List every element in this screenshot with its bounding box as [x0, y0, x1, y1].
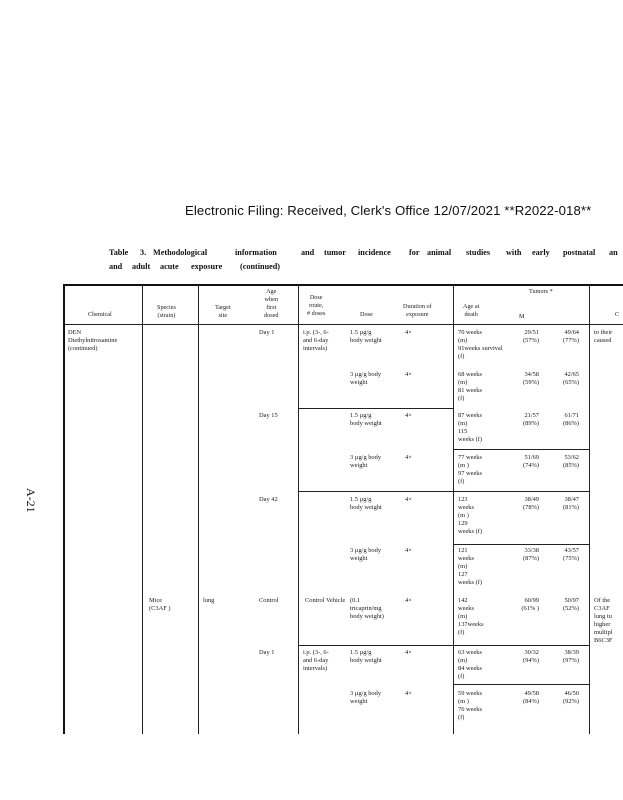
header-chemical: Chemical	[88, 311, 112, 318]
caption-word: Table	[109, 248, 129, 257]
cell-dose: 3 µg/g body weight	[350, 454, 382, 469]
caption-word: information	[235, 248, 277, 257]
cell-dose: 1.5 µg/g body weight	[350, 496, 382, 511]
header-target-site: Target site	[215, 304, 231, 319]
cell-dose: 1.5 µg/g body weight	[350, 649, 382, 664]
cell-age-dosed: Day 42	[259, 496, 278, 503]
header-tumors-m: M	[519, 313, 525, 320]
cell-tumors-f: 42/65 (65%)	[563, 371, 579, 386]
caption-word: incidence	[358, 248, 391, 257]
cell-duration: 4×	[405, 597, 412, 604]
caption-word: adult	[132, 262, 151, 271]
cell-tumors-f: 46/50 (92%)	[563, 690, 579, 705]
cell-age-death: 70 weeks (m) 91weeks survival (f)	[458, 329, 503, 360]
cell-tumors-m: 38/49 (78%)	[523, 496, 539, 511]
header-age-at-death: Age at death	[463, 303, 480, 318]
cell-duration: 4×	[405, 329, 412, 336]
cell-route: Control Vehicle	[305, 597, 346, 604]
cell-duration: 4×	[405, 649, 412, 656]
cell-tumors-m: 33/38 (87%)	[523, 547, 539, 562]
caption-word: and	[109, 262, 123, 271]
cell-comment: Of the C3AF lung tu higher multipl B6C3F	[594, 597, 613, 644]
cell-age-death: 123 weeks (m ) 129 weeks (f)	[458, 496, 482, 535]
cell-age-death: 63 weeks (m) 84 weeks (f)	[458, 649, 482, 680]
caption-word: studies	[466, 248, 491, 257]
header-dose-route: Dose route, # doses	[307, 294, 326, 317]
cell-age-dosed: Control	[259, 597, 279, 604]
cell-tumors-m: 60/99 (61% )	[521, 597, 539, 612]
cell-chemical: DEN Diethylnitrosamine (continued)	[68, 329, 118, 352]
caption-word: early	[532, 248, 550, 257]
cell-tumors-f: 61/71 (86%)	[563, 412, 579, 427]
cell-age-death: 121 weeks (m) 127 weeks (f)	[458, 547, 482, 586]
cell-tumors-f: 43/57 (75%)	[563, 547, 579, 562]
header-age-first-dosed: Age when first dosed	[264, 288, 279, 319]
cell-species: Mice (C3AF )	[149, 597, 171, 612]
cell-age-death: 77 weeks (m ) 97 weeks (f)	[458, 454, 482, 485]
header-species: Species (strain)	[157, 304, 176, 319]
caption-word: 3.	[140, 248, 147, 257]
cell-duration: 4×	[405, 454, 412, 461]
cell-comment: to their caused	[594, 329, 613, 344]
header-comments: C	[615, 311, 620, 318]
cell-tumors-f: 38/47 (81%)	[563, 496, 579, 511]
cell-duration: 4×	[405, 547, 412, 554]
cell-dose: (0.1 tricaprin/mg body weight)	[350, 597, 384, 620]
caption-word: an	[609, 248, 618, 257]
cell-tumors-f: 53/62 (85%)	[563, 454, 579, 469]
cell-route: i.p. (3-, 6- and 6-day intervals)	[303, 649, 329, 672]
cell-tumors-m: 30/32 (94%)	[523, 649, 539, 664]
data-table	[63, 284, 623, 734]
cell-dose: 3 µg/g body weight	[350, 371, 382, 386]
caption-word: and	[301, 248, 315, 257]
cell-duration: 4×	[405, 371, 412, 378]
cell-duration: 4×	[405, 496, 412, 503]
cell-tumors-m: 34/58 (59%)	[523, 371, 539, 386]
cell-dose: 3 µg/g body weight	[350, 690, 382, 705]
caption-word: postnatal	[563, 248, 596, 257]
cell-age-dosed: Day 1	[259, 649, 275, 656]
cell-target-site: lung	[203, 597, 215, 604]
cell-age-death: 59 weeks (m ) 76 weeks (f)	[458, 690, 482, 721]
cell-tumors-m: 49/58 (84%)	[523, 690, 539, 705]
cell-age-death: 87 weeks (m) 115 weeks (f)	[458, 412, 482, 443]
cell-tumors-f: 50/97 (52%)	[563, 597, 579, 612]
caption-word: animal	[427, 248, 452, 257]
caption-word: acute	[160, 262, 179, 271]
header-duration: Duration of exposure	[403, 303, 432, 318]
page-number: A-21	[24, 488, 38, 513]
cell-dose: 1.5 µg/g body weight	[350, 329, 382, 344]
caption-word: exposure	[191, 262, 223, 271]
caption-word: with	[506, 248, 522, 257]
cell-dose: 3 µg/g body weight	[350, 547, 382, 562]
cell-tumors-m: 21/57 (89%)	[523, 412, 539, 427]
cell-tumors-m: 29/51 (57%)	[523, 329, 539, 344]
cell-age-death: 68 weeks (m) 81 weeks (f)	[458, 371, 482, 402]
cell-tumors-m: 51/69 (74%)	[523, 454, 539, 469]
cell-dose: 1.5 µg/g body weight	[350, 412, 382, 427]
caption-word: (continued)	[240, 262, 281, 271]
cell-tumors-f: 49/64 (77%)	[563, 329, 579, 344]
filing-stamp: Electronic Filing: Received, Clerk's Office 12/07/2021 **R2022-018**	[185, 203, 592, 218]
caption-word: for	[409, 248, 420, 257]
cell-duration: 4×	[405, 412, 412, 419]
header-dose: Dose	[360, 311, 373, 318]
caption-word: tumor	[324, 248, 346, 257]
cell-duration: 4×	[405, 690, 412, 697]
cell-age-death: 142 weeks (m) 137weeks (f)	[458, 597, 484, 636]
cell-route: i.p. (3-, 6- and 6-day intervals)	[303, 329, 329, 352]
cell-age-dosed: Day 15	[259, 412, 278, 419]
cell-tumors-f: 38/39 (97%)	[563, 649, 579, 664]
header-tumors: Tumors *	[529, 288, 553, 295]
caption-word: Methodological	[153, 248, 208, 257]
cell-age-dosed: Day 1	[259, 329, 275, 336]
